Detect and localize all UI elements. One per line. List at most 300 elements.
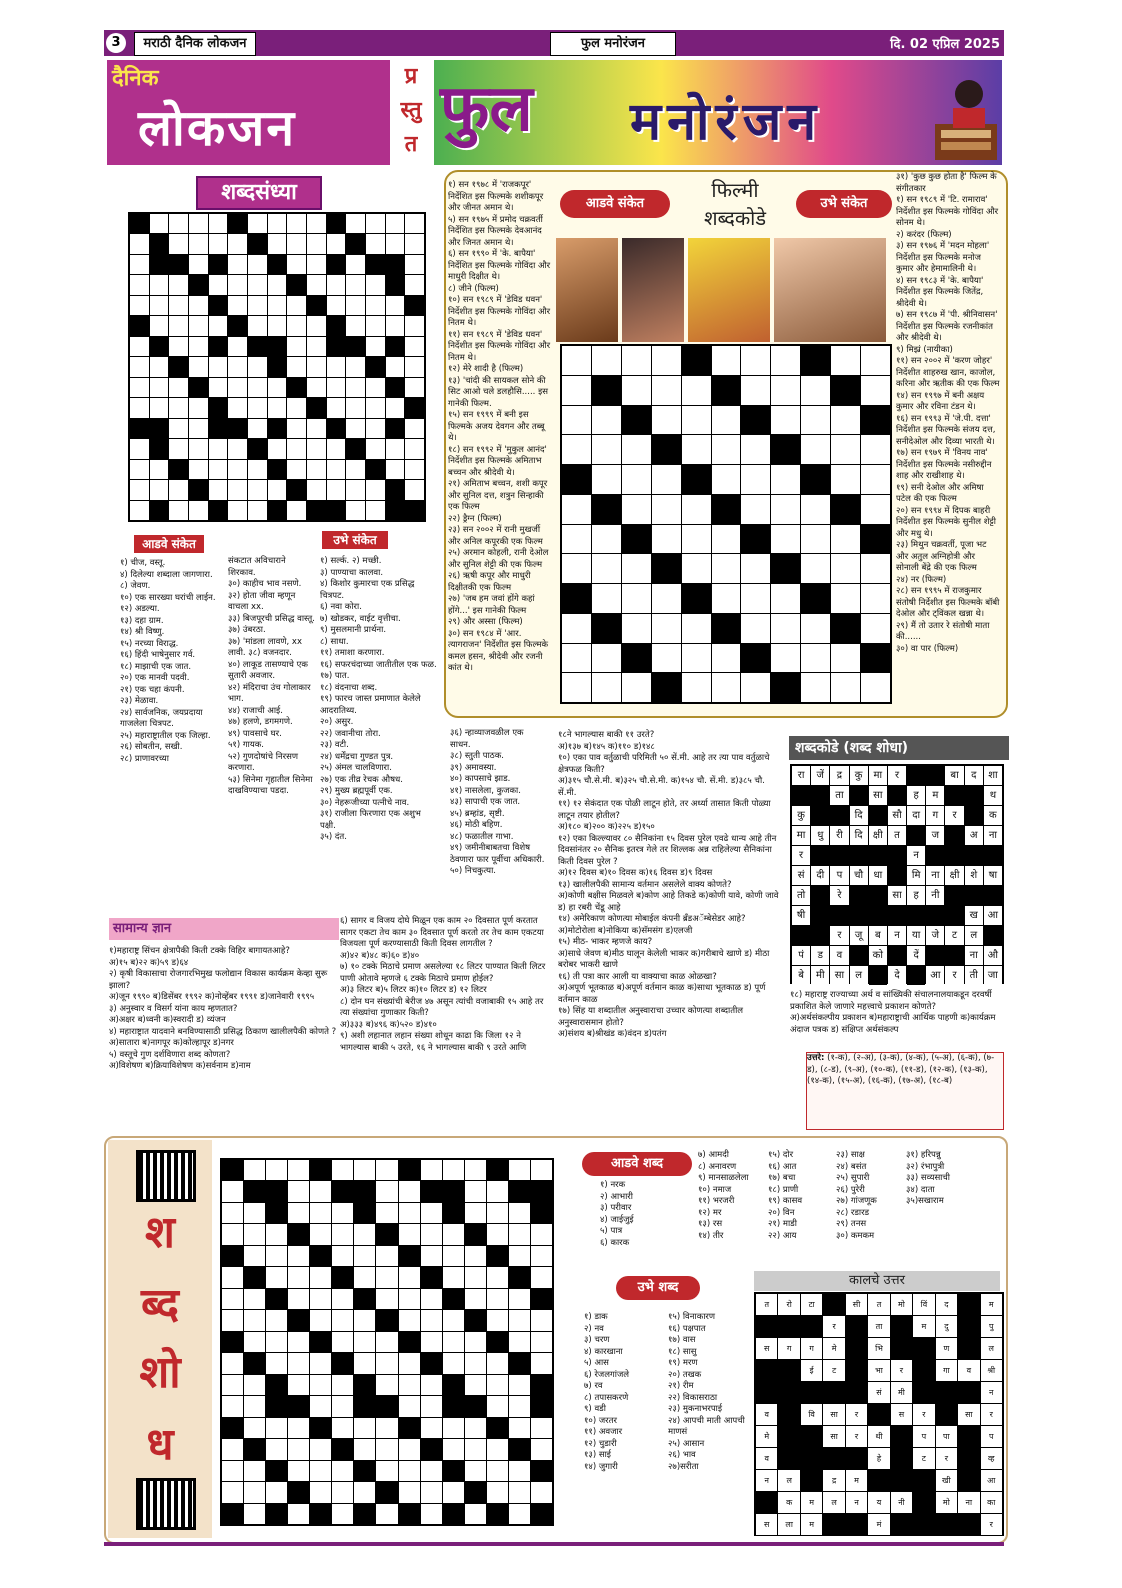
grid-cell[interactable]: [130, 378, 149, 397]
grid-cell[interactable]: [248, 439, 267, 458]
grid-cell[interactable]: [327, 275, 346, 294]
grid-cell[interactable]: [209, 419, 228, 438]
grid-cell[interactable]: [244, 1482, 265, 1502]
grid-cell[interactable]: [399, 1461, 420, 1481]
grid-cell[interactable]: [509, 1246, 530, 1266]
grid-cell[interactable]: [592, 554, 621, 583]
grid-cell[interactable]: [332, 1224, 353, 1244]
grid-cell[interactable]: [682, 614, 711, 643]
grid-cell[interactable]: [244, 1439, 265, 1459]
grid-cell[interactable]: [831, 614, 860, 643]
grid-cell[interactable]: [386, 255, 405, 274]
grid-cell[interactable]: [376, 1396, 397, 1416]
grid-cell[interactable]: [622, 406, 651, 435]
grid-cell[interactable]: [266, 1246, 287, 1266]
grid-cell[interactable]: [244, 1418, 265, 1438]
grid-cell[interactable]: [266, 1504, 287, 1524]
grid-cell[interactable]: [531, 1289, 552, 1309]
grid-cell[interactable]: [209, 501, 228, 520]
grid-cell[interactable]: [487, 1418, 508, 1438]
grid-cell[interactable]: [366, 255, 385, 274]
grid-cell[interactable]: [266, 1310, 287, 1330]
grid-cell[interactable]: [222, 1353, 243, 1373]
grid-cell[interactable]: [421, 1289, 442, 1309]
grid-cell[interactable]: [831, 673, 860, 702]
grid-cell[interactable]: [189, 398, 208, 417]
grid-cell[interactable]: [531, 1375, 552, 1395]
grid-cell[interactable]: [248, 275, 267, 294]
grid-cell[interactable]: [307, 234, 326, 253]
grid-cell[interactable]: [287, 316, 306, 335]
grid-cell[interactable]: [288, 1353, 309, 1373]
grid-cell[interactable]: [130, 501, 149, 520]
grid-cell[interactable]: [366, 398, 385, 417]
grid-cell[interactable]: [189, 316, 208, 335]
grid-cell[interactable]: [801, 465, 830, 494]
grid-cell[interactable]: [386, 316, 405, 335]
grid-cell[interactable]: [266, 1160, 287, 1180]
grid-cell[interactable]: [130, 398, 149, 417]
grid-cell[interactable]: [421, 1310, 442, 1330]
grid-cell[interactable]: [287, 419, 306, 438]
grid-cell[interactable]: [332, 1482, 353, 1502]
grid-cell[interactable]: [150, 480, 169, 499]
grid-cell[interactable]: [332, 1504, 353, 1524]
grid-cell[interactable]: [399, 1504, 420, 1524]
grid-cell[interactable]: [366, 296, 385, 315]
grid-cell[interactable]: [592, 584, 621, 613]
grid-cell[interactable]: [288, 1439, 309, 1459]
grid-cell[interactable]: [801, 673, 830, 702]
grid-cell[interactable]: [366, 214, 385, 233]
grid-cell[interactable]: [366, 460, 385, 479]
grid-cell[interactable]: [562, 435, 591, 464]
grid-cell[interactable]: [228, 296, 247, 315]
grid-cell[interactable]: [531, 1332, 552, 1352]
grid-cell[interactable]: [741, 554, 770, 583]
grid-cell[interactable]: [354, 1224, 375, 1244]
grid-cell[interactable]: [509, 1181, 530, 1201]
grid-cell[interactable]: [465, 1160, 486, 1180]
grid-cell[interactable]: [332, 1160, 353, 1180]
grid-cell[interactable]: [150, 255, 169, 274]
grid-cell[interactable]: [366, 234, 385, 253]
grid-cell[interactable]: [287, 398, 306, 417]
grid-cell[interactable]: [592, 644, 621, 673]
grid-cell[interactable]: [130, 337, 149, 356]
grid-cell[interactable]: [266, 1482, 287, 1502]
grid-cell[interactable]: [268, 460, 287, 479]
grid-cell[interactable]: [310, 1504, 331, 1524]
grid-cell[interactable]: [509, 1482, 530, 1502]
grid-cell[interactable]: [771, 644, 800, 673]
grid-cell[interactable]: [346, 439, 365, 458]
grid-cell[interactable]: [712, 554, 741, 583]
grid-cell[interactable]: [741, 644, 770, 673]
grid-cell[interactable]: [405, 398, 424, 417]
grid-cell[interactable]: [222, 1224, 243, 1244]
grid-cell[interactable]: [562, 346, 591, 375]
grid-cell[interactable]: [399, 1267, 420, 1287]
grid-cell[interactable]: [288, 1418, 309, 1438]
grid-cell[interactable]: [287, 480, 306, 499]
grid-cell[interactable]: [327, 480, 346, 499]
grid-cell[interactable]: [354, 1504, 375, 1524]
grid-cell[interactable]: [376, 1418, 397, 1438]
grid-cell[interactable]: [622, 346, 651, 375]
grid-cell[interactable]: [310, 1267, 331, 1287]
grid-cell[interactable]: [376, 1267, 397, 1287]
grid-cell[interactable]: [169, 316, 188, 335]
grid-cell[interactable]: [376, 1332, 397, 1352]
grid-cell[interactable]: [307, 296, 326, 315]
grid-cell[interactable]: [443, 1375, 464, 1395]
grid-cell[interactable]: [487, 1396, 508, 1416]
grid-cell[interactable]: [189, 460, 208, 479]
grid-cell[interactable]: [487, 1203, 508, 1223]
grid-cell[interactable]: [366, 316, 385, 335]
grid-cell[interactable]: [386, 378, 405, 397]
grid-cell[interactable]: [354, 1246, 375, 1266]
grid-cell[interactable]: [327, 460, 346, 479]
grid-cell[interactable]: [150, 296, 169, 315]
grid-cell[interactable]: [169, 460, 188, 479]
grid-cell[interactable]: [130, 460, 149, 479]
grid-cell[interactable]: [222, 1181, 243, 1201]
grid-cell[interactable]: [421, 1267, 442, 1287]
grid-cell[interactable]: [741, 406, 770, 435]
grid-cell[interactable]: [366, 378, 385, 397]
grid-cell[interactable]: [771, 525, 800, 554]
grid-cell[interactable]: [288, 1396, 309, 1416]
grid-cell[interactable]: [189, 378, 208, 397]
grid-cell[interactable]: [209, 398, 228, 417]
grid-cell[interactable]: [386, 357, 405, 376]
grid-cell[interactable]: [327, 255, 346, 274]
grid-cell[interactable]: [307, 419, 326, 438]
grid-cell[interactable]: [244, 1267, 265, 1287]
grid-cell[interactable]: [487, 1439, 508, 1459]
grid-cell[interactable]: [150, 439, 169, 458]
grid-cell[interactable]: [465, 1246, 486, 1266]
grid-cell[interactable]: [209, 275, 228, 294]
grid-cell[interactable]: [509, 1332, 530, 1352]
grid-cell[interactable]: [189, 501, 208, 520]
grid-cell[interactable]: [801, 376, 830, 405]
grid-cell[interactable]: [266, 1332, 287, 1352]
grid-cell[interactable]: [244, 1203, 265, 1223]
grid-cell[interactable]: [354, 1353, 375, 1373]
grid-cell[interactable]: [622, 644, 651, 673]
grid-cell[interactable]: [169, 501, 188, 520]
grid-cell[interactable]: [268, 398, 287, 417]
grid-cell[interactable]: [150, 234, 169, 253]
grid-cell[interactable]: [831, 644, 860, 673]
grid-cell[interactable]: [248, 460, 267, 479]
grid-cell[interactable]: [130, 234, 149, 253]
grid-cell[interactable]: [222, 1160, 243, 1180]
grid-cell[interactable]: [509, 1439, 530, 1459]
grid-cell[interactable]: [562, 584, 591, 613]
grid-cell[interactable]: [376, 1310, 397, 1330]
grid-cell[interactable]: [310, 1418, 331, 1438]
grid-cell[interactable]: [307, 501, 326, 520]
grid-cell[interactable]: [189, 480, 208, 499]
grid-cell[interactable]: [622, 614, 651, 643]
grid-cell[interactable]: [531, 1160, 552, 1180]
grid-cell[interactable]: [801, 346, 830, 375]
grid-cell[interactable]: [310, 1375, 331, 1395]
grid-cell[interactable]: [310, 1482, 331, 1502]
grid-cell[interactable]: [189, 234, 208, 253]
grid-cell[interactable]: [266, 1181, 287, 1201]
grid-cell[interactable]: [209, 214, 228, 233]
grid-cell[interactable]: [509, 1375, 530, 1395]
grid-cell[interactable]: [801, 495, 830, 524]
grid-cell[interactable]: [346, 275, 365, 294]
grid-cell[interactable]: [531, 1504, 552, 1524]
grid-cell[interactable]: [248, 337, 267, 356]
grid-cell[interactable]: [327, 378, 346, 397]
grid-cell[interactable]: [405, 419, 424, 438]
grid-cell[interactable]: [248, 296, 267, 315]
grid-cell[interactable]: [310, 1353, 331, 1373]
grid-cell[interactable]: [405, 460, 424, 479]
grid-cell[interactable]: [228, 460, 247, 479]
grid-cell[interactable]: [465, 1461, 486, 1481]
grid-cell[interactable]: [421, 1375, 442, 1395]
grid-cell[interactable]: [366, 501, 385, 520]
grid-cell[interactable]: [150, 419, 169, 438]
grid-cell[interactable]: [465, 1482, 486, 1502]
grid-cell[interactable]: [288, 1482, 309, 1502]
grid-cell[interactable]: [150, 316, 169, 335]
grid-cell[interactable]: [150, 378, 169, 397]
grid-cell[interactable]: [244, 1332, 265, 1352]
grid-cell[interactable]: [150, 501, 169, 520]
grid-cell[interactable]: [266, 1418, 287, 1438]
grid-cell[interactable]: [150, 337, 169, 356]
grid-cell[interactable]: [405, 316, 424, 335]
grid-cell[interactable]: [169, 419, 188, 438]
grid-cell[interactable]: [652, 406, 681, 435]
grid-cell[interactable]: [861, 614, 890, 643]
grid-cell[interactable]: [421, 1203, 442, 1223]
grid-cell[interactable]: [399, 1203, 420, 1223]
grid-cell[interactable]: [831, 525, 860, 554]
grid-cell[interactable]: [487, 1375, 508, 1395]
grid-cell[interactable]: [346, 357, 365, 376]
grid-cell[interactable]: [354, 1461, 375, 1481]
grid-cell[interactable]: [771, 376, 800, 405]
grid-cell[interactable]: [130, 214, 149, 233]
grid-cell[interactable]: [405, 439, 424, 458]
grid-cell[interactable]: [354, 1310, 375, 1330]
grid-cell[interactable]: [287, 337, 306, 356]
grid-cell[interactable]: [268, 378, 287, 397]
grid-cell[interactable]: [248, 419, 267, 438]
grid-cell[interactable]: [386, 460, 405, 479]
grid-cell[interactable]: [268, 234, 287, 253]
grid-cell[interactable]: [712, 376, 741, 405]
grid-cell[interactable]: [531, 1396, 552, 1416]
grid-cell[interactable]: [244, 1181, 265, 1201]
grid-cell[interactable]: [831, 495, 860, 524]
grid-cell[interactable]: [266, 1353, 287, 1373]
grid-cell[interactable]: [562, 376, 591, 405]
grid-cell[interactable]: [209, 357, 228, 376]
grid-cell[interactable]: [266, 1396, 287, 1416]
grid-cell[interactable]: [741, 346, 770, 375]
grid-cell[interactable]: [771, 346, 800, 375]
grid-cell[interactable]: [209, 378, 228, 397]
grid-cell[interactable]: [592, 435, 621, 464]
grid-cell[interactable]: [354, 1289, 375, 1309]
grid-cell[interactable]: [421, 1418, 442, 1438]
grid-cell[interactable]: [228, 214, 247, 233]
grid-cell[interactable]: [248, 214, 267, 233]
grid-cell[interactable]: [405, 255, 424, 274]
grid-cell[interactable]: [771, 435, 800, 464]
grid-cell[interactable]: [222, 1504, 243, 1524]
grid-cell[interactable]: [366, 337, 385, 356]
grid-cell[interactable]: [562, 644, 591, 673]
grid-cell[interactable]: [287, 275, 306, 294]
grid-cell[interactable]: [310, 1439, 331, 1459]
grid-cell[interactable]: [244, 1504, 265, 1524]
grid-cell[interactable]: [682, 673, 711, 702]
grid-cell[interactable]: [386, 234, 405, 253]
grid-cell[interactable]: [592, 495, 621, 524]
grid-cell[interactable]: [150, 357, 169, 376]
grid-cell[interactable]: [244, 1224, 265, 1244]
grid-cell[interactable]: [531, 1439, 552, 1459]
grid-cell[interactable]: [327, 398, 346, 417]
grid-cell[interactable]: [327, 234, 346, 253]
grid-cell[interactable]: [209, 296, 228, 315]
grid-cell[interactable]: [421, 1160, 442, 1180]
grid-cell[interactable]: [332, 1439, 353, 1459]
grid-cell[interactable]: [509, 1353, 530, 1373]
grid-cell[interactable]: [268, 480, 287, 499]
grid-cell[interactable]: [354, 1267, 375, 1287]
grid-cell[interactable]: [376, 1375, 397, 1395]
grid-cell[interactable]: [386, 439, 405, 458]
grid-cell[interactable]: [266, 1289, 287, 1309]
grid-cell[interactable]: [801, 584, 830, 613]
grid-cell[interactable]: [248, 357, 267, 376]
grid-cell[interactable]: [346, 419, 365, 438]
grid-cell[interactable]: [487, 1482, 508, 1502]
grid-cell[interactable]: [310, 1310, 331, 1330]
grid-cell[interactable]: [771, 465, 800, 494]
grid-cell[interactable]: [861, 525, 890, 554]
grid-cell[interactable]: [332, 1203, 353, 1223]
grid-cell[interactable]: [399, 1181, 420, 1201]
grid-cell[interactable]: [327, 316, 346, 335]
grid-cell[interactable]: [287, 378, 306, 397]
grid-cell[interactable]: [310, 1396, 331, 1416]
grid-cell[interactable]: [222, 1289, 243, 1309]
grid-cell[interactable]: [712, 495, 741, 524]
grid-cell[interactable]: [228, 255, 247, 274]
grid-cell[interactable]: [592, 614, 621, 643]
grid-cell[interactable]: [831, 584, 860, 613]
grid-cell[interactable]: [354, 1396, 375, 1416]
grid-cell[interactable]: [771, 406, 800, 435]
grid-cell[interactable]: [801, 554, 830, 583]
grid-cell[interactable]: [189, 275, 208, 294]
grid-cell[interactable]: [244, 1353, 265, 1373]
grid-cell[interactable]: [288, 1461, 309, 1481]
grid-cell[interactable]: [509, 1504, 530, 1524]
grid-cell[interactable]: [169, 255, 188, 274]
grid-cell[interactable]: [443, 1203, 464, 1223]
grid-cell[interactable]: [209, 337, 228, 356]
grid-cell[interactable]: [169, 337, 188, 356]
grid-cell[interactable]: [307, 255, 326, 274]
grid-cell[interactable]: [487, 1504, 508, 1524]
grid-cell[interactable]: [327, 214, 346, 233]
grid-cell[interactable]: [622, 495, 651, 524]
grid-cell[interactable]: [682, 584, 711, 613]
grid-cell[interactable]: [465, 1310, 486, 1330]
grid-cell[interactable]: [327, 296, 346, 315]
grid-cell[interactable]: [622, 673, 651, 702]
grid-cell[interactable]: [307, 316, 326, 335]
grid-cell[interactable]: [712, 346, 741, 375]
grid-cell[interactable]: [443, 1482, 464, 1502]
grid-cell[interactable]: [562, 554, 591, 583]
grid-cell[interactable]: [712, 435, 741, 464]
grid-cell[interactable]: [376, 1439, 397, 1459]
grid-cell[interactable]: [421, 1332, 442, 1352]
grid-cell[interactable]: [712, 614, 741, 643]
grid-cell[interactable]: [771, 554, 800, 583]
grid-cell[interactable]: [741, 673, 770, 702]
grid-cell[interactable]: [248, 501, 267, 520]
grid-cell[interactable]: [562, 495, 591, 524]
grid-cell[interactable]: [307, 398, 326, 417]
grid-cell[interactable]: [443, 1353, 464, 1373]
grid-cell[interactable]: [861, 376, 890, 405]
grid-cell[interactable]: [682, 406, 711, 435]
grid-cell[interactable]: [399, 1289, 420, 1309]
grid-cell[interactable]: [354, 1203, 375, 1223]
grid-cell[interactable]: [399, 1396, 420, 1416]
grid-cell[interactable]: [487, 1461, 508, 1481]
grid-cell[interactable]: [307, 480, 326, 499]
grid-cell[interactable]: [150, 275, 169, 294]
grid-cell[interactable]: [592, 406, 621, 435]
grid-cell[interactable]: [244, 1461, 265, 1481]
grid-cell[interactable]: [222, 1267, 243, 1287]
grid-cell[interactable]: [310, 1203, 331, 1223]
grid-cell[interactable]: [465, 1439, 486, 1459]
grid-cell[interactable]: [169, 357, 188, 376]
grid-cell[interactable]: [307, 460, 326, 479]
grid-cell[interactable]: [228, 234, 247, 253]
grid-cell[interactable]: [268, 419, 287, 438]
grid-cell[interactable]: [268, 501, 287, 520]
grid-cell[interactable]: [801, 406, 830, 435]
grid-cell[interactable]: [861, 346, 890, 375]
grid-cell[interactable]: [771, 673, 800, 702]
grid-cell[interactable]: [386, 275, 405, 294]
grid-cell[interactable]: [861, 554, 890, 583]
grid-cell[interactable]: [169, 378, 188, 397]
grid-cell[interactable]: [209, 255, 228, 274]
